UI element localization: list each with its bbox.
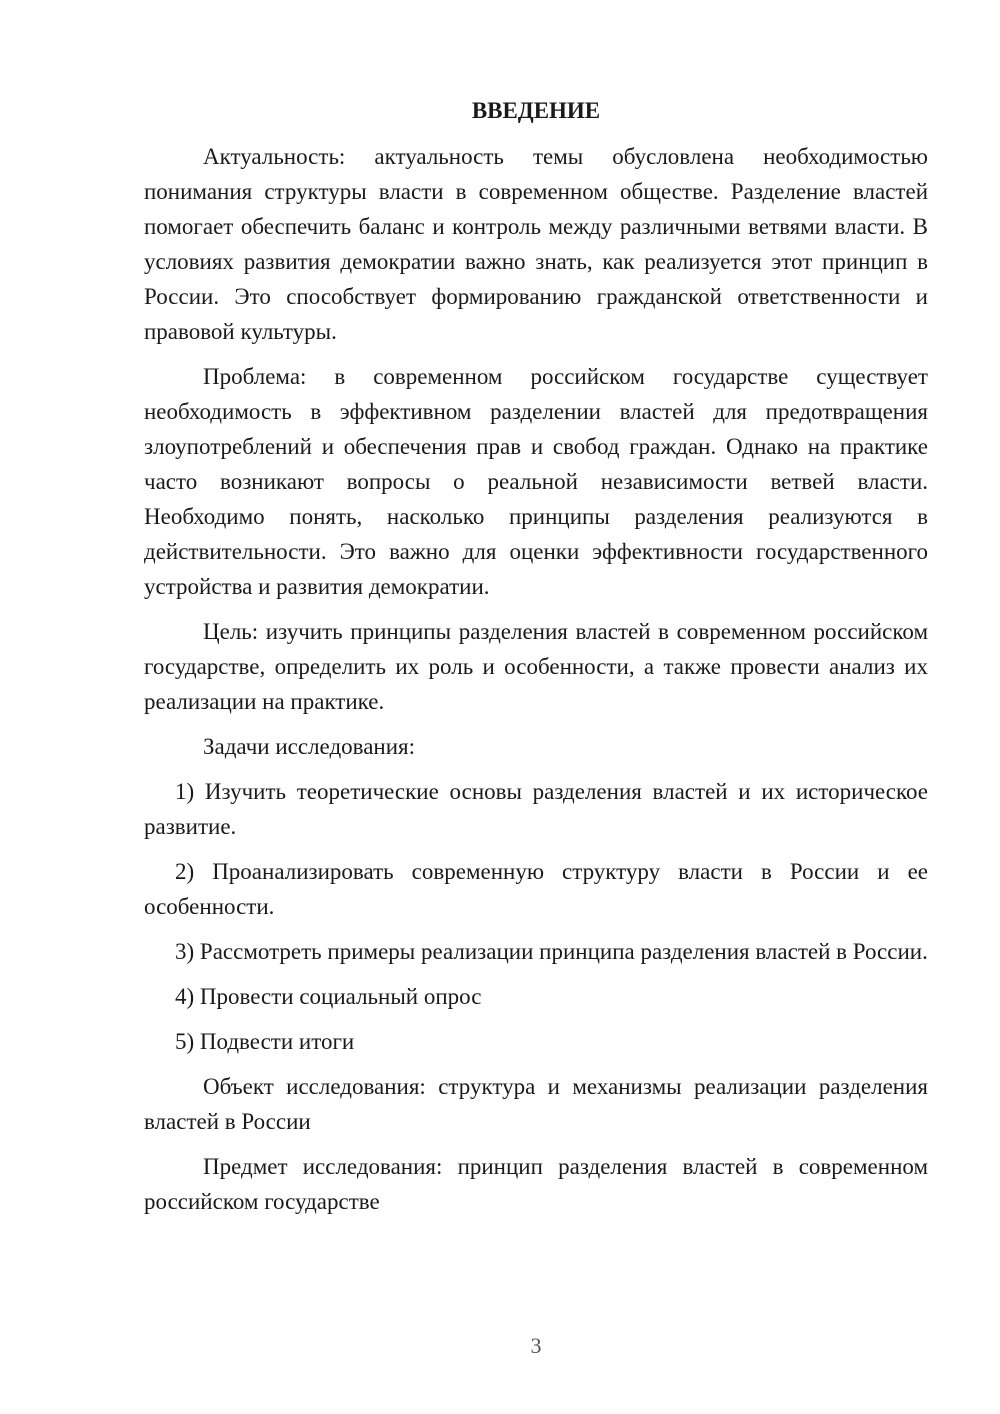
task-item-4: 4) Провести социальный опрос	[175, 984, 482, 1009]
section-title: ВВЕДЕНИЕ	[471, 98, 601, 123]
relevance-paragraph: Актуальность: актуальность темы обусловлена необходимостью понимания структуры власти в современном обществе. Разделение властей помогает обеспечить баланс и контроль между различными ветвями власти. В условиях развития демократии важно знать, как реализуется этот принцип в России. Это способствует формированию гражданской ответственности и правовой культуры.	[144, 144, 928, 344]
tasks-heading: Задачи исследования:	[203, 734, 416, 759]
task-item-3: 3) Рассмотреть примеры реализации принципа разделения властей в России.	[175, 939, 928, 964]
page-content	[144, 93, 928, 1229]
page-number: 3	[530, 1333, 542, 1358]
task-item-1: 1) Изучить теоретические основы разделения властей и их историческое развитие.	[144, 779, 928, 839]
goal-paragraph: Цель: изучить принципы разделения властей в современном российском государстве, определить их роль и особенности, а также провести анализ их реализации на практике.	[144, 619, 928, 714]
object-paragraph: Объект исследования: структура и механизмы реализации разделения властей в России	[144, 1074, 928, 1134]
problem-paragraph: Проблема: в современном российском государстве существует необходимость в эффективном разделении властей для предотвращения злоупотреблений и обеспечения прав и свобод граждан. Однако на практике часто возникают вопросы о реальной независимости ветвей власти. Необходимо понять, насколько принципы разделения реализуются в действительности. Это важно для оценки эффективности государственного устройства и развития демократии.	[144, 364, 928, 599]
subject-paragraph: Предмет исследования: принцип разделения властей в современном российском государстве	[144, 1154, 928, 1214]
task-item-2: 2) Проанализировать современную структуру власти в России и ее особенности.	[144, 859, 928, 919]
task-item-5: 5) Подвести итоги	[175, 1029, 355, 1054]
